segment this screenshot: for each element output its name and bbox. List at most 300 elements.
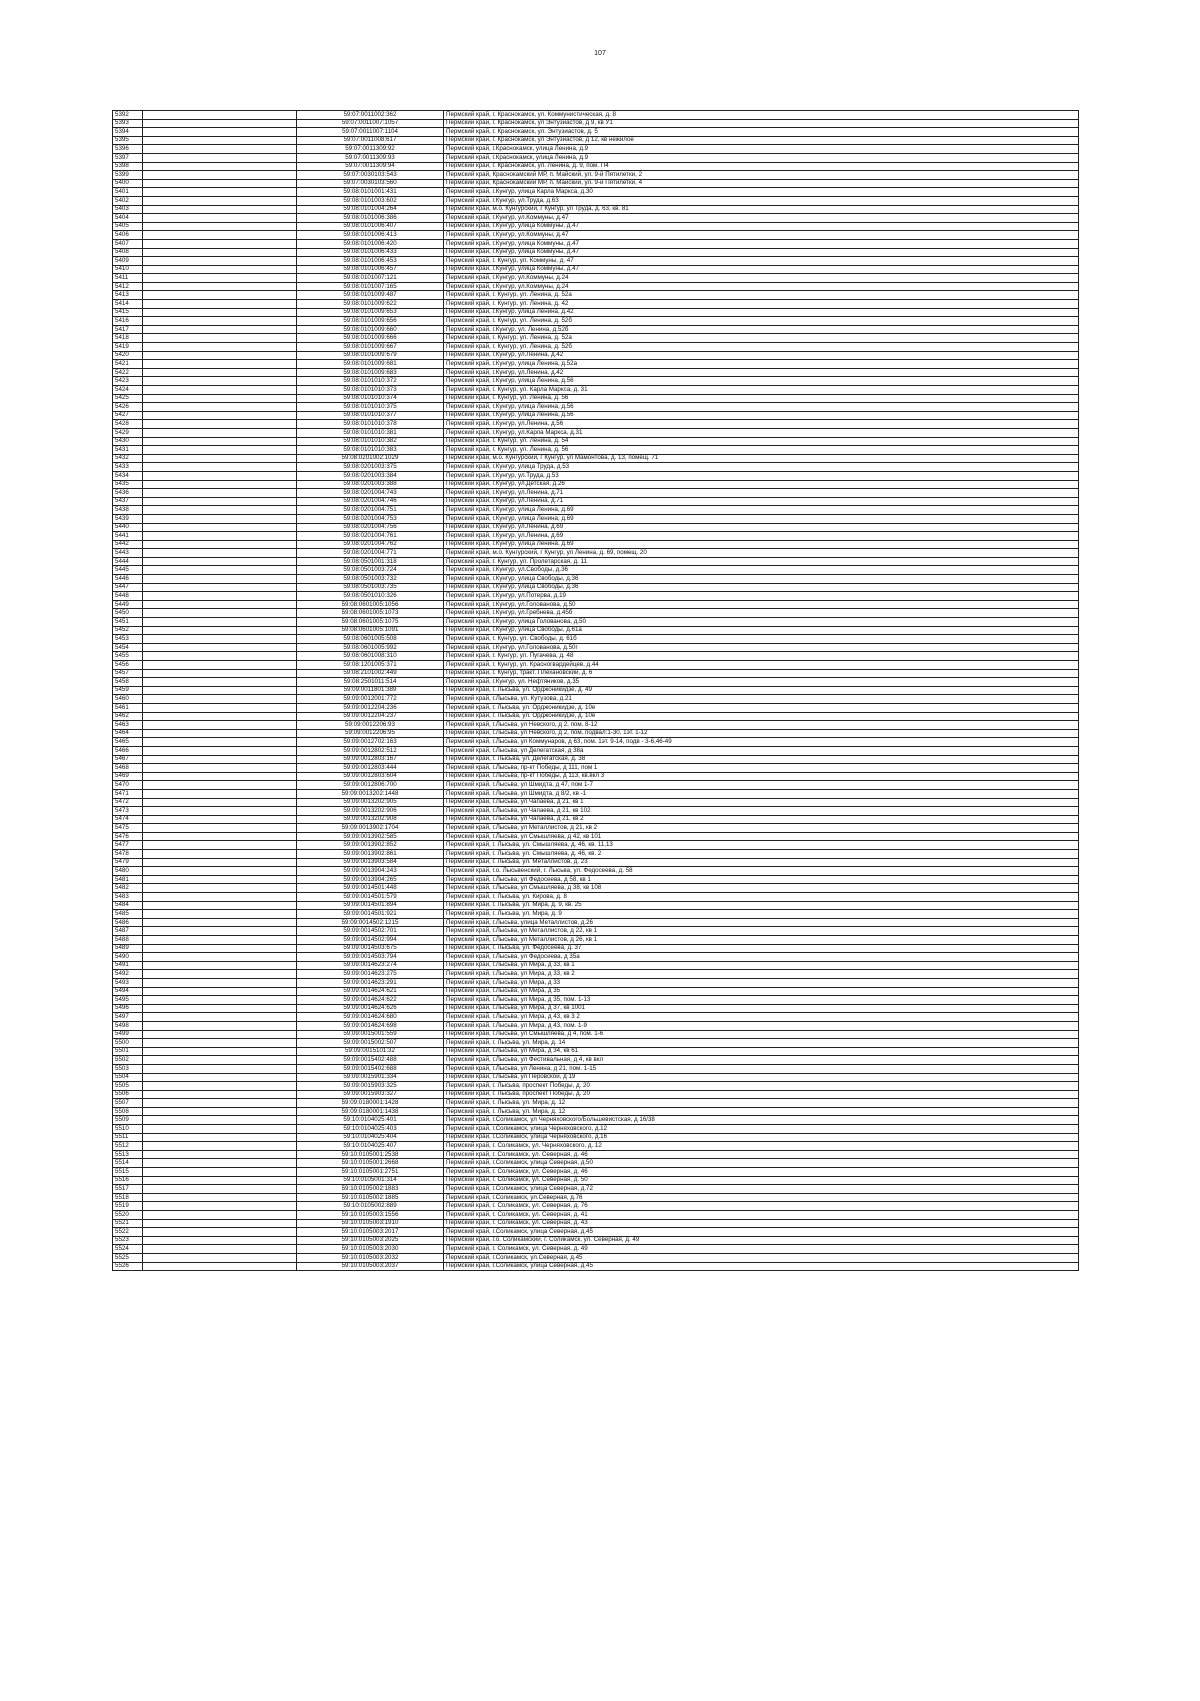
blank-cell <box>143 1142 297 1151</box>
blank-cell <box>143 695 297 704</box>
address: Пермский край, г.Лысьва, ул Мира, д 33 <box>444 978 1079 987</box>
blank-cell <box>143 1253 297 1262</box>
cadastral-number: 59:09:0012803:167 <box>297 755 444 764</box>
address: Пермский край, г.Кунгур, улица Голованова, д.50 <box>444 618 1079 627</box>
address: Пермский край, г.Соликамск, улица Черняховского, д.16 <box>444 1133 1079 1142</box>
cadastral-number: 59:09:0013902:861 <box>297 850 444 859</box>
row-number: 5408 <box>113 248 143 257</box>
row-number: 5461 <box>113 703 143 712</box>
table-row <box>113 669 1079 678</box>
blank-cell <box>143 850 297 859</box>
row-number: 5520 <box>113 1211 143 1220</box>
blank-cell <box>143 1211 297 1220</box>
address: Пермский край, г. Соликамск, ул. Северная, д. 46 <box>444 1168 1079 1177</box>
row-number: 5459 <box>113 686 143 695</box>
address: Пермский край, Краснокамский МР, п. Майский, ул. 9-й Пятилетки, 4 <box>444 179 1079 188</box>
row-number: 5403 <box>113 205 143 214</box>
address: Пермский край, г.Лысьва, ул Мира, д 37, кв 1001 <box>444 1004 1079 1013</box>
address: Пермский край, г. Кунгур, ул. Свободы, д. 61б <box>444 635 1079 644</box>
row-number: 5462 <box>113 712 143 721</box>
cadastral-number: 59:08:0601005:508 <box>297 635 444 644</box>
cadastral-number: 59:10:0105003:1910 <box>297 1219 444 1228</box>
address: Пермский край, г.Кунгур, улица Карла Маркса, д.30 <box>444 188 1079 197</box>
table-row <box>113 136 1079 145</box>
cadastral-number: 59:08:0601005:992 <box>297 643 444 652</box>
blank-cell <box>143 1064 297 1073</box>
row-number: 5425 <box>113 394 143 403</box>
row-number: 5438 <box>113 506 143 515</box>
row-number: 5411 <box>113 274 143 283</box>
address: Пермский край, г. Лысьва, ул. Делегатская, д. 38 <box>444 755 1079 764</box>
row-number: 5404 <box>113 214 143 223</box>
row-number: 5445 <box>113 566 143 575</box>
blank-cell <box>143 179 297 188</box>
table-row <box>113 471 1079 480</box>
blank-cell <box>143 893 297 902</box>
cadastral-number: 59:08:0101006:386 <box>297 214 444 223</box>
cadastral-number: 59:09:0015101:32 <box>297 1047 444 1056</box>
table-row <box>113 867 1079 876</box>
cadastral-number: 59:10:0105002:1883 <box>297 1185 444 1194</box>
cadastral-number: 59:09:0014623:291 <box>297 978 444 987</box>
cadastral-number: 59:09:0014501:894 <box>297 901 444 910</box>
address: Пермский край, г.Кунгур, ул.Труда, д.53 <box>444 471 1079 480</box>
row-number: 5439 <box>113 514 143 523</box>
address: Пермский край, г. Кунгур, ул. Пролетарская, д. 11 <box>444 557 1079 566</box>
cadastral-number: 59:10:0105003:2032 <box>297 1253 444 1262</box>
blank-cell <box>143 626 297 635</box>
row-number: 5394 <box>113 128 143 137</box>
address: Пермский край, г.Кунгур, ул.Коммуны, д.47 <box>444 231 1079 240</box>
cadastral-number: 59:10:0105003:2017 <box>297 1228 444 1237</box>
table-row <box>113 609 1079 618</box>
row-number: 5405 <box>113 222 143 231</box>
address: Пермский край, г.Лысьва, ул Металлистов, д 26, кв 1 <box>444 936 1079 945</box>
row-number: 5523 <box>113 1236 143 1245</box>
cadastral-number: 59:08:0101009:660 <box>297 325 444 334</box>
blank-cell <box>143 111 297 120</box>
blank-cell <box>143 188 297 197</box>
row-number: 5495 <box>113 996 143 1005</box>
row-number: 5471 <box>113 789 143 798</box>
blank-cell <box>143 1133 297 1142</box>
cadastral-number: 59:09:0014624:621 <box>297 987 444 996</box>
address: Пермский край, г. Соликамск, ул. Черняховского, д. 12 <box>444 1142 1079 1151</box>
address: Пермский край, г. Лысьва, ул. Мира, д. 12 <box>444 1099 1079 1108</box>
blank-cell <box>143 884 297 893</box>
blank-cell <box>143 274 297 283</box>
address: Пермский край, г.Кунгур, улица Ленина, д.52а <box>444 360 1079 369</box>
address: Пермский край, м.о. Кунгурский, г Кунгур, ул Ленина, д. 69, помещ. 20 <box>444 549 1079 558</box>
cadastral-number: 59:08:0101001:431 <box>297 188 444 197</box>
table-row <box>113 1262 1079 1271</box>
blank-cell <box>143 798 297 807</box>
address: Пермский край, г.Лысьва, ул Мира, д 43, кв 3 2 <box>444 1013 1079 1022</box>
cadastral-number: 59:09:0013902:1704 <box>297 824 444 833</box>
table-row <box>113 832 1079 841</box>
row-number: 5470 <box>113 781 143 790</box>
cadastral-number: 59:08:0201002:1029 <box>297 454 444 463</box>
address: Пермский край, г.Лысьва, ул Федосеева, д 58, кв 1 <box>444 875 1079 884</box>
row-number: 5426 <box>113 403 143 412</box>
cadastral-number: 59:08:0101006:413 <box>297 231 444 240</box>
blank-cell <box>143 351 297 360</box>
cadastral-number: 59:09:0012206:95 <box>297 729 444 738</box>
blank-cell <box>143 1185 297 1194</box>
blank-cell <box>143 652 297 661</box>
table-row <box>113 514 1079 523</box>
table-row <box>113 179 1079 188</box>
row-number: 5476 <box>113 832 143 841</box>
property-registry-table <box>112 110 1079 1271</box>
address: Пермский край, г. Лысьва, ул. Смышляева, д. 46, кв. 11,13 <box>444 841 1079 850</box>
blank-cell <box>143 600 297 609</box>
blank-cell <box>143 1116 297 1125</box>
cadastral-number: 59:10:0104025:401 <box>297 1116 444 1125</box>
table-row <box>113 1082 1079 1091</box>
row-number: 5465 <box>113 738 143 747</box>
address: Пермский край, г.Краснокамск, улица Ленина, д.9 <box>444 145 1079 154</box>
table-row <box>113 282 1079 291</box>
cadastral-number: 59:09:0015402:688 <box>297 1064 444 1073</box>
address: Пермский край, г. Лысьва, ул. Кирова, д. 8 <box>444 893 1079 902</box>
table-row <box>113 153 1079 162</box>
table-row <box>113 618 1079 627</box>
blank-cell <box>143 411 297 420</box>
blank-cell <box>143 386 297 395</box>
blank-cell <box>143 1073 297 1082</box>
address: Пермский край, г.Кунгур, ул.Голованова, д.50г <box>444 643 1079 652</box>
address: Пермский край, г.Кунгур, улица Труда, д.53 <box>444 463 1079 472</box>
row-number: 5422 <box>113 368 143 377</box>
row-number: 5475 <box>113 824 143 833</box>
row-number: 5433 <box>113 463 143 472</box>
blank-cell <box>143 789 297 798</box>
table-row <box>113 188 1079 197</box>
address: Пермский край, г.Лысьва, ул Коммунаров, д 63, пом. 1эт. 9-14, подв - 3-6,46-49 <box>444 738 1079 747</box>
address: Пермский край, г.Лысьва, ул Металлистов, д 22, кв 1 <box>444 927 1079 936</box>
row-number: 5430 <box>113 437 143 446</box>
table-row <box>113 231 1079 240</box>
row-number: 5487 <box>113 927 143 936</box>
table-row <box>113 274 1079 283</box>
address: Пермский край, г.Соликамск, ул.Северная, д.76 <box>444 1193 1079 1202</box>
table-row <box>113 987 1079 996</box>
cadastral-number: 59:07:0011309:92 <box>297 145 444 154</box>
table-row <box>113 1116 1079 1125</box>
table-row <box>113 875 1079 884</box>
blank-cell <box>143 291 297 300</box>
cadastral-number: 59:09:0015002:507 <box>297 1039 444 1048</box>
row-number: 5443 <box>113 549 143 558</box>
cadastral-number: 59:09:0014624:698 <box>297 1021 444 1030</box>
address: Пермский край, г. Кунгур, ул. Ленина, д. 52а <box>444 334 1079 343</box>
cadastral-number: 59:08:0101006:457 <box>297 265 444 274</box>
cadastral-number: 59:09:0013202:908 <box>297 815 444 824</box>
row-number: 5482 <box>113 884 143 893</box>
cadastral-number: 59:09:0014624:626 <box>297 1004 444 1013</box>
address: Пермский край, г.Лысьва, ул Мира, д 34, кв 61 <box>444 1047 1079 1056</box>
table-row <box>113 729 1079 738</box>
row-number: 5392 <box>113 111 143 120</box>
address: Пермский край, г.Лысьва, ул Невского, д 2, пом. подвал:1-30, 1эт. 1-12 <box>444 729 1079 738</box>
row-number: 5435 <box>113 480 143 489</box>
cadastral-number: 59:08:0601005:1091 <box>297 626 444 635</box>
table-row <box>113 291 1079 300</box>
address: Пермский край, г. Кунгур, ул. Ленина, д. 52б <box>444 317 1079 326</box>
cadastral-number: 59:09:0013902:585 <box>297 832 444 841</box>
blank-cell <box>143 755 297 764</box>
address: Пермский край, г. Соликамск, ул. Северная, д. 50 <box>444 1176 1079 1185</box>
table-row <box>113 566 1079 575</box>
table-row <box>113 1047 1079 1056</box>
cadastral-number: 59:09:0012702:163 <box>297 738 444 747</box>
cadastral-number: 59:10:0105001:2538 <box>297 1150 444 1159</box>
cadastral-number: 59:08:0101009:666 <box>297 334 444 343</box>
row-number: 5455 <box>113 652 143 661</box>
blank-cell <box>143 540 297 549</box>
address: Пермский край, г.Краснокамск, улица Ленина, д.9 <box>444 153 1079 162</box>
address: Пермский край, г. Кунгур, ул. Пугачева, д. 48 <box>444 652 1079 661</box>
address: Пермский край, г.Кунгур, ул.Потерва, д.19 <box>444 592 1079 601</box>
row-number: 5514 <box>113 1159 143 1168</box>
row-number: 5494 <box>113 987 143 996</box>
blank-cell <box>143 454 297 463</box>
row-number: 5477 <box>113 841 143 850</box>
table-row <box>113 386 1079 395</box>
blank-cell <box>143 721 297 730</box>
address: Пермский край, г. Лысьва, ул. Орджоникидзе, д. 10е <box>444 703 1079 712</box>
cadastral-number: 59:09:0013904:243 <box>297 867 444 876</box>
address: Пермский край, г. Кунгур, ул. Ленина, д. 52а <box>444 291 1079 300</box>
table-row <box>113 755 1079 764</box>
row-number: 5490 <box>113 953 143 962</box>
blank-cell <box>143 1004 297 1013</box>
cadastral-number: 59:09:0012803:604 <box>297 772 444 781</box>
table-row <box>113 222 1079 231</box>
row-number: 5451 <box>113 618 143 627</box>
row-number: 5458 <box>113 678 143 687</box>
blank-cell <box>143 678 297 687</box>
row-number: 5442 <box>113 540 143 549</box>
cadastral-number: 59:08:0101009:681 <box>297 360 444 369</box>
address: Пермский край, г.Кунгур, улица Ленина, д.56 <box>444 411 1079 420</box>
cadastral-number: 59:07:0011008:617 <box>297 136 444 145</box>
table-row <box>113 532 1079 541</box>
table-row <box>113 1193 1079 1202</box>
blank-cell <box>143 196 297 205</box>
address: Пермский край, г. Лысьва, ул. Орджоникидзе, д. 49 <box>444 686 1079 695</box>
address: Пермский край, г.Кунгур, улица Коммуны, д.47 <box>444 222 1079 231</box>
cadastral-number: 59:10:0105003:2025 <box>297 1236 444 1245</box>
address: Пермский край, г.Кунгур, ул.Гребнева, д.45б <box>444 609 1079 618</box>
address: Пермский край, Краснокамский МР, п. Майский, ул. 9-й Пятилетки, 2 <box>444 171 1079 180</box>
blank-cell <box>143 1262 297 1271</box>
address: Пермский край, г.Лысьва, ул Федосеева, д 35а <box>444 953 1079 962</box>
table-row <box>113 893 1079 902</box>
cadastral-number: 59:09:0013202:905 <box>297 798 444 807</box>
table-row <box>113 394 1079 403</box>
table-row <box>113 901 1079 910</box>
blank-cell <box>143 231 297 240</box>
blank-cell <box>143 703 297 712</box>
blank-cell <box>143 1125 297 1134</box>
row-number: 5493 <box>113 978 143 987</box>
address: Пермский край, г.Кунгур, ул. Нефтяников, д.35 <box>444 678 1079 687</box>
cadastral-number: 59:07:0011007:1057 <box>297 119 444 128</box>
table-row <box>113 1073 1079 1082</box>
blank-cell <box>143 119 297 128</box>
blank-cell <box>143 1021 297 1030</box>
row-number: 5473 <box>113 807 143 816</box>
table-row <box>113 549 1079 558</box>
row-number: 5500 <box>113 1039 143 1048</box>
cadastral-number: 59:09:0014624:680 <box>297 1013 444 1022</box>
blank-cell <box>143 532 297 541</box>
row-number: 5398 <box>113 162 143 171</box>
row-number: 5497 <box>113 1013 143 1022</box>
row-number: 5397 <box>113 153 143 162</box>
row-number: 5480 <box>113 867 143 876</box>
blank-cell <box>143 815 297 824</box>
table-row <box>113 703 1079 712</box>
table-row <box>113 377 1079 386</box>
cadastral-number: 59:08:0101006:420 <box>297 239 444 248</box>
address: Пермский край, г. Кунгур, тракт. Плехановский, д. 6 <box>444 669 1079 678</box>
blank-cell <box>143 471 297 480</box>
blank-cell <box>143 1245 297 1254</box>
cadastral-number: 59:08:0101009:487 <box>297 291 444 300</box>
cadastral-number: 59:09:0014501:579 <box>297 893 444 902</box>
address: Пермский край, г.Кунгур, улица Коммуны, д.47 <box>444 248 1079 257</box>
table-row <box>113 257 1079 266</box>
row-number: 5486 <box>113 918 143 927</box>
cadastral-number: 59:08:0101010:372 <box>297 377 444 386</box>
blank-cell <box>143 1168 297 1177</box>
blank-cell <box>143 944 297 953</box>
table-row <box>113 1013 1079 1022</box>
row-number: 5416 <box>113 317 143 326</box>
cadastral-number: 59:08:0201004:743 <box>297 489 444 498</box>
cadastral-number: 59:08:0201004:762 <box>297 540 444 549</box>
blank-cell <box>143 867 297 876</box>
cadastral-number: 59:09:0180001:1428 <box>297 1099 444 1108</box>
cadastral-number: 59:09:0015001:559 <box>297 1030 444 1039</box>
cadastral-number: 59:08:0601005:1075 <box>297 618 444 627</box>
table-row <box>113 1064 1079 1073</box>
row-number: 5522 <box>113 1228 143 1237</box>
address: Пермский край, г.Лысьва, ул Смышляева, д 38, кв 108 <box>444 884 1079 893</box>
address: Пермский край, г. Краснокамск, ул Энтузиастов, д 12, кв нежилое <box>444 136 1079 145</box>
blank-cell <box>143 171 297 180</box>
row-number: 5521 <box>113 1219 143 1228</box>
address: Пермский край, г.Лысьва, ул Невского, д 2, пом. 8-12 <box>444 721 1079 730</box>
table-row <box>113 635 1079 644</box>
page-number: 107 <box>594 50 606 57</box>
blank-cell <box>143 463 297 472</box>
blank-cell <box>143 918 297 927</box>
address: Пермский край, г.Кунгур, улица Свободы, д.36 <box>444 583 1079 592</box>
table-row <box>113 205 1079 214</box>
row-number: 5492 <box>113 970 143 979</box>
table-row <box>113 1004 1079 1013</box>
blank-cell <box>143 875 297 884</box>
address: Пермский край, г. Соликамск, ул. Северная, д. 43 <box>444 1219 1079 1228</box>
row-number: 5452 <box>113 626 143 635</box>
blank-cell <box>143 480 297 489</box>
address: Пермский край, г.Лысьва, пр-кт Победы, д 111, пом 1 <box>444 764 1079 773</box>
blank-cell <box>143 996 297 1005</box>
cadastral-number: 59:07:0011309:93 <box>297 153 444 162</box>
table-row <box>113 265 1079 274</box>
cadastral-number: 59:08:0201004:761 <box>297 532 444 541</box>
address: Пермский край, г.Кунгур, ул.Труда, д.63 <box>444 196 1079 205</box>
address: Пермский край, г.Соликамск, ул Черняховского/Большевистская, д 16/38 <box>444 1116 1079 1125</box>
row-number: 5499 <box>113 1030 143 1039</box>
address: Пермский край, г.Лысьва, ул Перовской, д 19 <box>444 1073 1079 1082</box>
row-number: 5505 <box>113 1082 143 1091</box>
address: Пермский край, г.Кунгур, улица Коммуны, д.47 <box>444 239 1079 248</box>
table-row <box>113 463 1079 472</box>
table-row <box>113 360 1079 369</box>
cadastral-number: 59:08:2101002:449 <box>297 669 444 678</box>
table-row <box>113 661 1079 670</box>
cadastral-number: 59:09:0013904:265 <box>297 875 444 884</box>
table-row <box>113 1159 1079 1168</box>
blank-cell <box>143 1030 297 1039</box>
blank-cell <box>143 1090 297 1099</box>
row-number: 5457 <box>113 669 143 678</box>
cadastral-number: 59:10:0104025:403 <box>297 1125 444 1134</box>
cadastral-number: 59:09:0012803:444 <box>297 764 444 773</box>
cadastral-number: 59:07:0011309:94 <box>297 162 444 171</box>
row-number: 5448 <box>113 592 143 601</box>
blank-cell <box>143 317 297 326</box>
cadastral-number: 59:09:0014502:701 <box>297 927 444 936</box>
row-number: 5412 <box>113 282 143 291</box>
blank-cell <box>143 953 297 962</box>
table-row <box>113 171 1079 180</box>
row-number: 5446 <box>113 575 143 584</box>
table-row <box>113 970 1079 979</box>
cadastral-number: 59:08:0101007:165 <box>297 282 444 291</box>
cadastral-number: 59:08:0201004:751 <box>297 506 444 515</box>
address: Пермский край, г.Соликамск, улица Северная, д.45 <box>444 1228 1079 1237</box>
row-number: 5431 <box>113 446 143 455</box>
table-row <box>113 446 1079 455</box>
blank-cell <box>143 308 297 317</box>
table-row <box>113 1133 1079 1142</box>
table-row <box>113 1228 1079 1237</box>
address: Пермский край, г.Лысьва, ул Фестивальная, д 4, кв вкл <box>444 1056 1079 1065</box>
row-number: 5454 <box>113 643 143 652</box>
table-row <box>113 1039 1079 1048</box>
cadastral-number: 59:08:0101010:382 <box>297 437 444 446</box>
blank-cell <box>143 1159 297 1168</box>
address: Пермский край, г.Кунгур, ул.Ленина, д.69 <box>444 532 1079 541</box>
table-row <box>113 420 1079 429</box>
address: Пермский край, г.Кунгур, улица Коммуны, д.47 <box>444 265 1079 274</box>
cadastral-number: 59:10:0105001:314 <box>297 1176 444 1185</box>
address: Пермский край, г. Краснокамск, ул. Ленина, д. 9, пом. П4 <box>444 162 1079 171</box>
row-number: 5485 <box>113 910 143 919</box>
row-number: 5488 <box>113 936 143 945</box>
table-row <box>113 884 1079 893</box>
table-row <box>113 841 1079 850</box>
address: Пермский край, г.Лысьва, ул Металлистов, д 21, кв 2 <box>444 824 1079 833</box>
table-row <box>113 807 1079 816</box>
address: Пермский край, г.Кунгур, улица Ленина, д.56 <box>444 403 1079 412</box>
